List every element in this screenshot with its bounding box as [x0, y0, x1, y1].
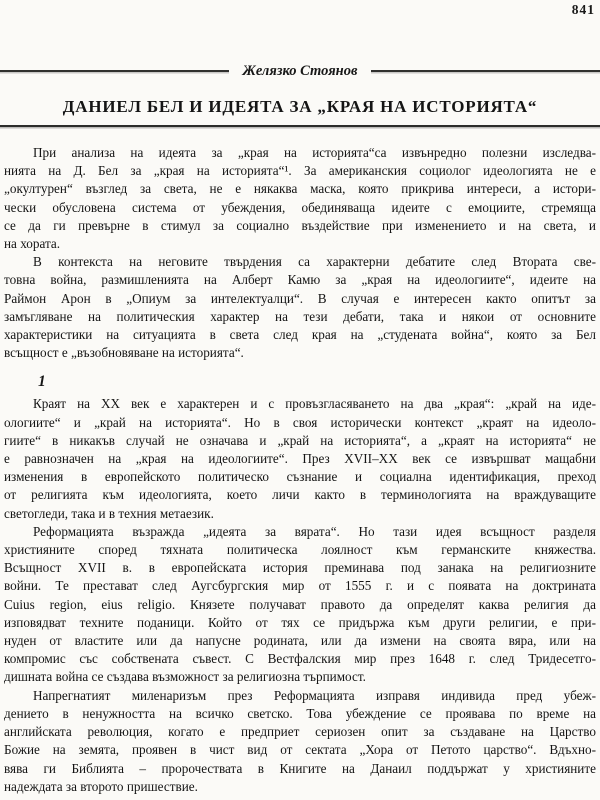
text-line: изповядват техните поданици. Който от тях се придържа към други религии, е при-: [4, 614, 596, 630]
text-line: товна война, размишленията на Алберт Камю за „края на идеологиите“, идеите на: [4, 272, 596, 288]
text-line: надеждата за второто пришествие.: [4, 778, 198, 794]
text-line: английската революция, когато е предприет сериозен опит за създаване на Царство: [4, 724, 596, 740]
text-line: вява ги Библията – пророчествата в Книгите на Данаил поддържат у християните: [4, 760, 596, 776]
section-marker: 1: [38, 373, 46, 391]
author-header: [0, 62, 600, 80]
text-line: компромис със собствената съвест. С Вестфалския мир през 1648 г. след Тридесетго-: [4, 651, 596, 667]
text-line: се да ги превърне в стимул за социално въздействие при изменението и на света, и: [4, 217, 596, 233]
header-rule-left: [0, 70, 229, 72]
text-line: гиите“ в никакъв случай не означава и „край на историята“, а „краят на историята“ не: [4, 432, 596, 448]
text-line: нуден от властите или да напусне родината, или да измени на своята вяра, или на: [4, 633, 596, 649]
text-line: Раймон Арон в „Опиум за интелектуалци“. В случая е интересен както опитът за: [4, 290, 596, 306]
paragraph-2: [4, 253, 596, 362]
text-line: дишната война се създава възможност за религиозна търпимост.: [4, 669, 366, 685]
text-line: Напрегнатият миленаризъм през Реформацията изправя индивида пред убеж-: [33, 687, 596, 703]
text-line: „окултурен“ възглед за света, не е някаква маска, която прикрива интереси, а истори-: [4, 181, 596, 197]
paragraph-3: [4, 395, 596, 522]
paragraph-5: [4, 687, 596, 796]
paragraph-1: [4, 144, 596, 253]
text-line: е равнозначен на „края на идеологиите“. През XVII–XX век се извършват мащабни: [4, 451, 596, 467]
text-line: При анализа на идеята за „края на историята“са извънредно полезни изследва-: [33, 145, 596, 160]
text-line: нията на Д. Бел за „края на историята“¹. За американския социолог идеологията не е: [4, 163, 596, 179]
text-line: всъщност е „възобновяване на историята“.: [4, 345, 244, 361]
text-line: В контекста на неговите твърдения са характерни дебатите след Втората све-: [33, 254, 596, 270]
article-title: ДАНИЕЛ БЕЛ И ИДЕЯТА ЗА „КРАЯ НА ИСТОРИЯТА“: [62, 97, 538, 116]
text-line: дението в ненужността на всичко светско. Това убеждение се проявава по време на: [4, 705, 596, 721]
text-line: изменения в европейското политическо съзнание и социална идентификация, преход: [4, 469, 596, 485]
paragraph-4: [4, 523, 596, 687]
text-line: чески обусловена система от убеждения, обединяваща идеите с емоциите, стремяща: [4, 199, 596, 215]
title-rule: [0, 125, 600, 127]
text-line: Cuius region, eius religio. Князете получават правото да определят каква религия да: [4, 596, 596, 612]
header-rule-right: [371, 70, 600, 72]
text-line: ологиите“ и „край на историята“. Но в своя исторически контекст „краят на идеоло-: [4, 414, 596, 430]
text-line: християните според тяхната политическа лоялност към германските княжества.: [4, 542, 596, 558]
text-line: Реформацията възражда „идеята за вярата“. Но тази идея всъщност разделя: [33, 523, 596, 539]
text-line: Божие на земята, проявен в чист вид от сектата „Хора от Петото царство“. Вдъхно-: [4, 742, 596, 758]
text-line: Всъщност XVII в. в европейската история преминава под занака на религиозните: [4, 560, 596, 576]
text-line: светогледи, така и в техния метаезик.: [4, 505, 214, 521]
text-line: от религията към идеологията, което личи както в терминологията на враждуващите: [4, 487, 596, 503]
text-line: Краят на XX век е характерен и с провъзгласяването на два „края“: „край на иде-: [33, 396, 596, 412]
author-name: Желязко Стоянов: [242, 62, 358, 79]
text-line: характеристики на ситуацията в света след края на „студената война“, която за Бел: [4, 327, 596, 343]
article-body: [4, 144, 596, 796]
text-line: войни. Те престават след Аугсбургския мир от 1555 г. и с появата на доктрината: [4, 578, 596, 594]
text-line: на хората.: [4, 236, 61, 252]
text-line: замъгляване на политическия характер на тези дебати, така и някои от основните: [4, 308, 596, 324]
page-number: 841: [571, 2, 595, 17]
